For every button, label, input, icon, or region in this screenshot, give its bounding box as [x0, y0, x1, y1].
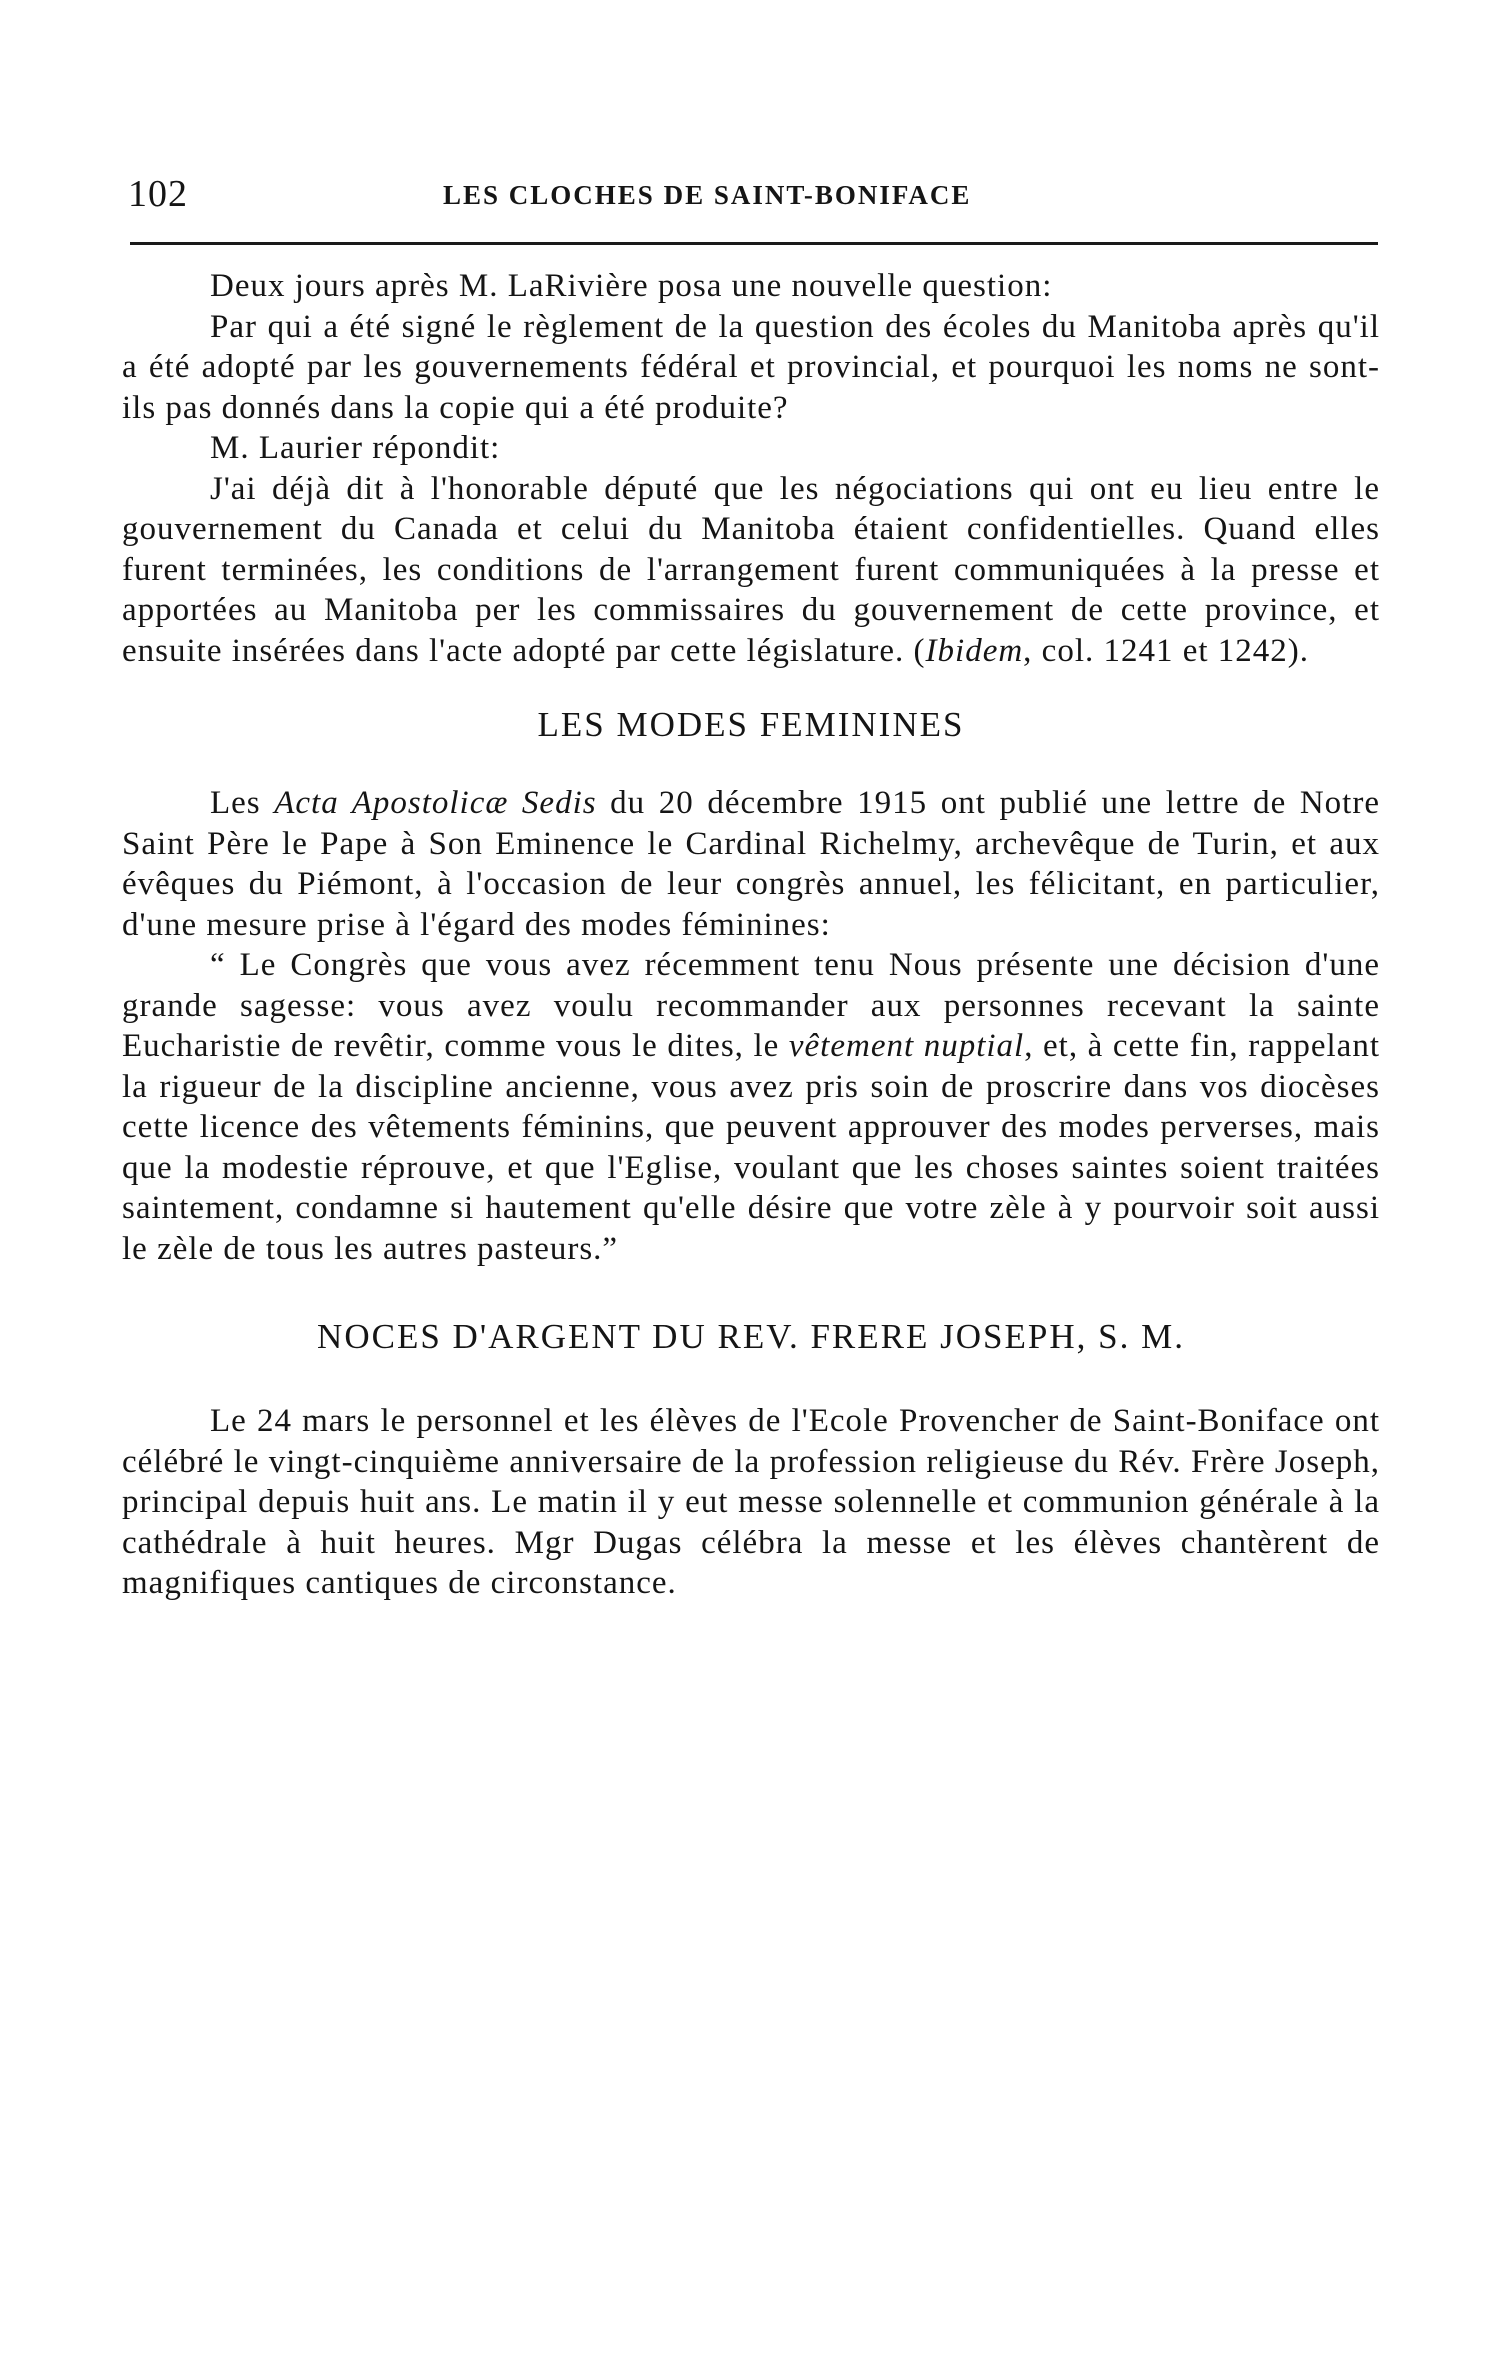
section-title-modes-feminines: LES MODES FEMININES [537, 705, 965, 744]
acta-rest: du 20 décembre 1915 ont publié une lettre de Notre Saint Père le Pape à Son Eminence le Cardinal Richelmy, archevêque de Turin, et aux évêques du Piémont, à l'occasion de leur congrès annuel, les félicitant, en particulier, d'une mesure prise à l'égard des modes féminines: [122, 785, 1380, 943]
quote-italic: vêtement nuptial [788, 1028, 1025, 1064]
header-rule [130, 242, 1378, 245]
answer-text: J'ai déjà dit à l'honorable député que les négociations qui ont eu lieu entre le gouvernement du Canada et celui du Manitoba étaient confidentielles. Quand elles furent terminées, les conditions de l'arrangement furent communiquées à la presse et apportées au Manitoba per les commissaires du gouvernement de cette province, et ensuite insérées dans l'acte adopté par cette législature. ( [122, 470, 1380, 669]
paragraph-question-intro: Deux jours après M. LaRivière posa une nouvelle question: [210, 268, 1053, 304]
paragraph-congres-quote [122, 945, 1380, 1269]
paragraph-noces: Le 24 mars le personnel et les élèves de l'Ecole Provencher de Saint-Boniface ont célébré le vingt-cinquième anniversaire de la profession religieuse du Rév. Frère Joseph, principal depuis huit ans. Le matin il y eut messe solennelle et communion générale à la cathédrale à huit heures. Mgr Dugas célébra la messe et les élèves chantèrent de magnifiques cantiques de circonstance. [122, 1403, 1380, 1601]
page-number: 102 [128, 173, 188, 215]
running-head: LES CLOCHES DE SAINT-BONIFACE [443, 180, 972, 210]
page-body [122, 266, 1380, 1604]
paragraph-laurier-intro: M. Laurier répondit: [210, 430, 501, 466]
answer-citation-italic: Ibidem [925, 632, 1024, 669]
answer-citation-end: , col. 1241 et 1242). [1023, 632, 1310, 669]
paragraph-laurier-answer [122, 469, 1380, 672]
acta-start: Les [210, 785, 275, 821]
acta-italic-title: Acta Apostolicæ Sedis [274, 785, 597, 821]
quote-rest: , et, à cette fin, rappelant la rigueur de la discipline ancienne, vous avez pris soin de proscrire dans vos diocèses cette licence des vêtements féminins, que peuvent approuver des modes perverses, mais que la modestie réprouve, et que l'Eglise, voulant que les choses saintes soient traitées saintement, condamne si hautement qu'elle désire que votre zèle à y pourvoir soit aussi le zèle de tous les autres pasteurs.” [122, 1028, 1380, 1267]
paragraph-acta [122, 783, 1380, 945]
section-title-noces-argent: NOCES D'ARGENT DU REV. FRERE JOSEPH, S. M. [317, 1317, 1185, 1356]
paragraph-question: Par qui a été signé le règlement de la question des écoles du Manitoba après qu'il a été adopté par les gouvernements fédéral et provincial, et pourquoi les noms ne sont-ils pas donnés dans la copie qui a été produite? [122, 308, 1380, 426]
page-header [128, 168, 1378, 228]
quote-start: “ Le Congrès que vous avez récemment tenu Nous présente une décision d'une grande sagesse: vous avez voulu recommander aux personnes recevant la sainte Eucharistie de revêtir, comme vous le dites, le [122, 947, 1380, 1064]
